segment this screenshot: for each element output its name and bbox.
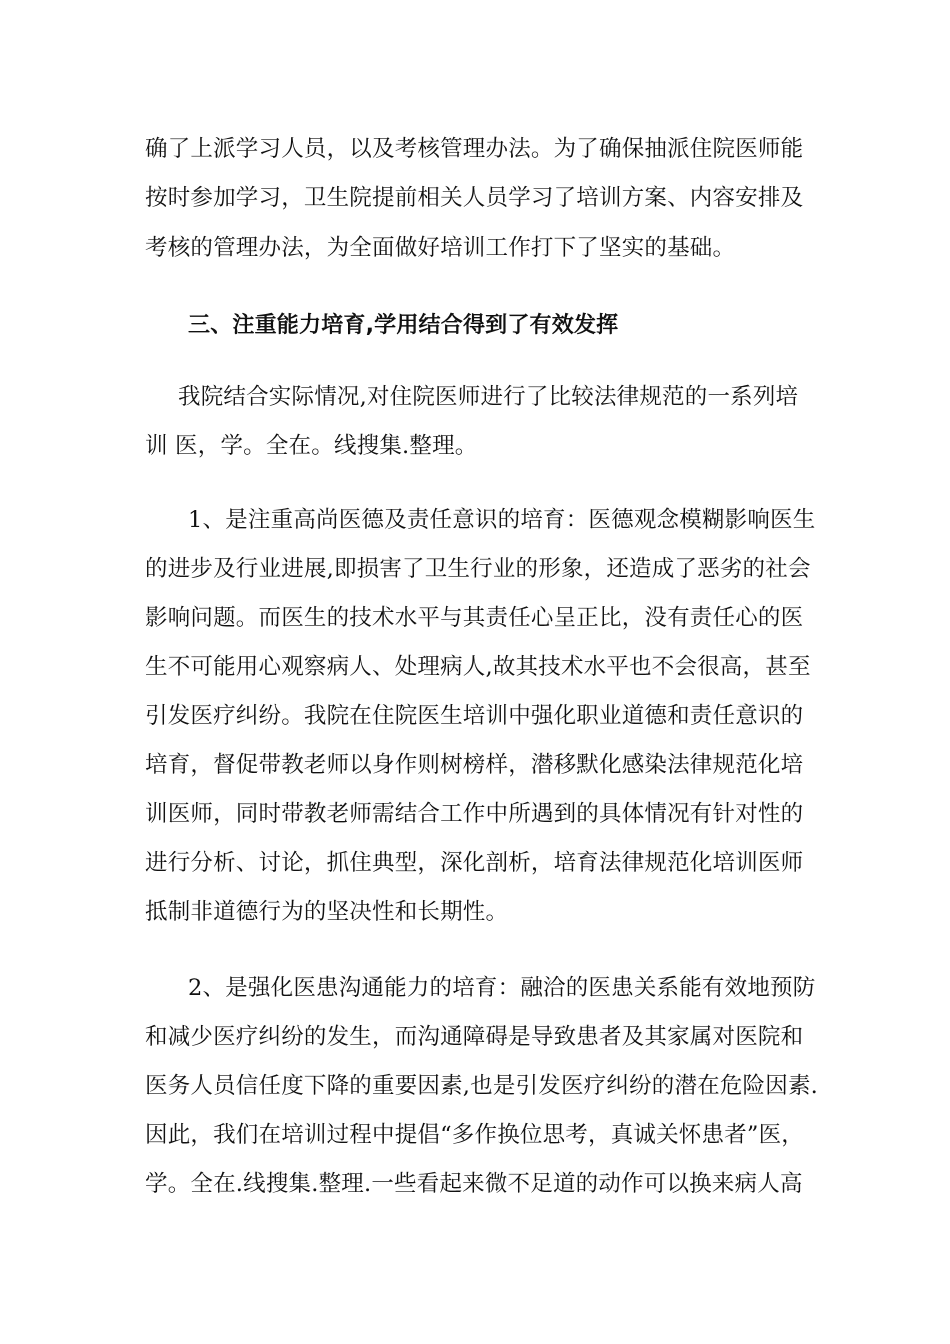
text-line: 抵制非道德行为的坚决性和长期性。	[145, 899, 509, 925]
text-line: 医务人员信任度下降的重要因素,也是引发医疗纠纷的潜在危险因素.	[145, 1073, 819, 1099]
text-line: 学。全在.线搜集.整理.一些看起来微不足道的动作可以换来病人高	[145, 1171, 803, 1197]
text-line: 我院结合实际情况,对住院医师进行了比较法律规范的一系列培	[178, 384, 799, 410]
text-line: 引发医疗纠纷。我院在住院医生培训中强化职业道德和责任意识的	[145, 703, 804, 729]
text-line: 影响问题。而医生的技术水平与其责任心呈正比，没有责任心的医	[145, 605, 804, 631]
section-heading: 三、注重能力培育,学用结合得到了有效发挥	[188, 313, 619, 338]
text-line: 进行分析、讨论，抓住典型，深化剖析，培育法律规范化培训医师	[145, 850, 804, 876]
text-line: 按时参加学习，卫生院提前相关人员学习了培训方案、内容安排及	[145, 185, 804, 211]
text-line: 生不可能用心观察病人、处理病人,故其技术水平也不会很高，甚至	[145, 654, 811, 680]
text-line: 因此，我们在培训过程中提倡“多作换位思考，真诚关怀患者”医，	[145, 1122, 805, 1148]
text-line: 2、是强化医患沟通能力的培育：融洽的医患关系能有效地预防	[188, 975, 816, 1001]
text-line: 1、是注重高尚医德及责任意识的培育：医德观念模糊影响医生	[188, 507, 816, 533]
text-line: 训 医，学。全在。线搜集.整理。	[145, 433, 478, 459]
text-line: 确了上派学习人员，以及考核管理办法。为了确保抽派住院医师能	[145, 136, 804, 162]
text-line: 培育，督促带教老师以身作则树榜样，潜移默化感染法律规范化培	[145, 752, 804, 778]
text-line: 训医师，同时带教老师需结合工作中所遇到的具体情况有针对性的	[145, 801, 804, 827]
text-line: 考核的管理办法，为全面做好培训工作打下了坚实的基础。	[145, 235, 736, 261]
text-line: 和减少医疗纠纷的发生，而沟通障碍是导致患者及其家属对医院和	[145, 1024, 804, 1050]
text-line: 的进步及行业进展,即损害了卫生行业的形象，还造成了恶劣的社会	[145, 556, 811, 582]
